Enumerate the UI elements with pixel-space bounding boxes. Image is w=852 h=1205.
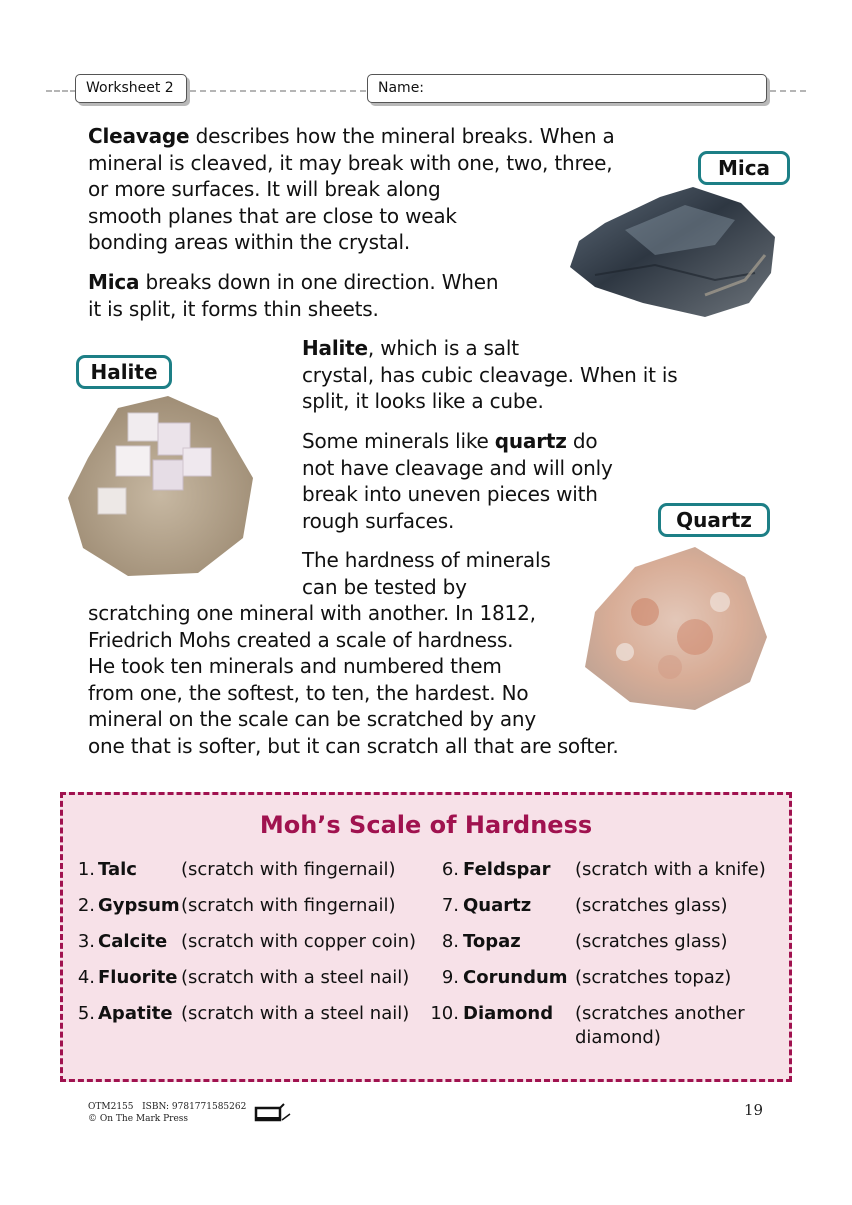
footer-code: OTM2155 [88,1102,134,1112]
halite-mineral-image [58,388,258,580]
mica-term: Mica [88,270,140,294]
scale-num-1: 1. [77,859,95,880]
footer-codes [88,1102,246,1112]
mica-label-text: Mica [717,156,771,180]
scale-desc-10: (scratches another [575,1003,745,1024]
scale-num-5: 5. [77,1003,95,1024]
scale-mineral-6: Feldspar [463,859,551,880]
cleavage-line-3: or more surfaces. It will break along [88,177,441,201]
halite-label [76,355,172,389]
hardness-line-4: Friedrich Mohs created a scale of hardness. [88,627,514,652]
scale-desc-2: (scratch with fingernail) [181,895,396,916]
quartz-line-4: rough surfaces. [302,508,455,533]
mica-line-1: breaks down in one direction. When [139,270,499,294]
scale-desc-7: (scratches glass) [575,895,728,916]
quartz-label [658,503,770,537]
halite-line-2: crystal, has cubic cleavage. When it is [302,362,678,387]
header-dash-left [46,90,76,92]
footer-copyright: © On The Mark Press [88,1114,189,1124]
hardness-line-8: one that is softer, but it can scratch all that are softer. [88,733,619,758]
scale-num-9: 9. [441,967,459,988]
scale-num-7: 7. [441,895,459,916]
scale-num-10: 10. [430,1003,459,1024]
page-number: 19 [744,1101,764,1119]
scale-num-4: 4. [77,967,95,988]
scale-desc-10-cont: diamond) [575,1027,661,1048]
scale-num-6: 6. [441,859,459,880]
scale-desc-6: (scratch with a knife) [575,859,766,880]
halite-label-text: Halite [90,360,158,384]
hardness-line-6: from one, the softest, to ten, the hardest. No [88,680,529,705]
worksheet-label [75,74,187,103]
scale-desc-3: (scratch with copper coin) [181,931,417,952]
quartz-line-1: do [566,429,598,453]
quartz-term: quartz [494,429,567,453]
header-dash-middle [190,90,366,92]
mica-line-2: it is split, it forms thin sheets. [88,296,379,321]
cleavage-term: Cleavage [88,124,190,148]
scale-mineral-4: Fluorite [98,967,178,988]
hardness-line-5: He took ten minerals and numbered them [88,654,502,678]
scale-desc-9: (scratches topaz) [575,967,732,988]
scale-desc-8: (scratches glass) [575,931,728,952]
cleavage-line-5: bonding areas within the crystal. [88,230,411,254]
scale-desc-4: (scratch with a steel nail) [181,967,410,988]
header-dash-right [770,90,806,92]
name-field[interactable] [367,74,767,103]
quartz-label-text: Quartz [676,508,752,532]
quartz-line-pre: Some minerals like [302,429,495,453]
hardness-scale-box [60,792,792,1082]
cleavage-line-1: describes how the mineral breaks. When a [189,124,615,148]
scale-mineral-10: Diamond [463,1003,554,1024]
publisher-logo-icon [254,1102,294,1124]
hardness-line-3: scratching one mineral with another. In 1812, [88,601,536,625]
quartz-line-2: not have cleavage and will only [302,455,613,480]
quartz-line-3: break into uneven pieces with [302,482,598,506]
worksheet-text: Worksheet 2 [86,80,174,96]
scale-mineral-7: Quartz [463,895,532,916]
scale-mineral-1: Talc [98,859,137,880]
scale-mineral-9: Corundum [463,967,568,988]
scale-mineral-3: Calcite [98,931,168,952]
scale-mineral-8: Topaz [463,931,521,952]
quartz-mineral-image [575,542,770,717]
cleavage-line-2: mineral is cleaved, it may break with one, two, three, [88,150,613,175]
halite-term: Halite [302,336,368,360]
scale-desc-1: (scratch with fingernail) [181,859,396,880]
halite-line-1: , which is a salt [367,336,519,360]
mica-label [698,151,790,185]
hardness-line-2: can be tested by [302,574,467,599]
scale-num-8: 8. [441,931,459,952]
hardness-line-1: The hardness of minerals [302,548,551,572]
scale-title: Moh’s Scale of Hardness [259,811,593,839]
scale-num-3: 3. [77,931,95,952]
hardness-line-7: mineral on the scale can be scratched by any [88,707,537,731]
scale-num-2: 2. [77,895,95,916]
scale-mineral-2: Gypsum [98,895,180,916]
scale-desc-5: (scratch with a steel nail) [181,1003,410,1024]
halite-line-3: split, it looks like a cube. [302,389,544,413]
mica-mineral-image [565,185,780,325]
cleavage-line-4: smooth planes that are close to weak [88,203,457,228]
footer-isbn: ISBN: 9781771585262 [142,1102,247,1112]
name-label: Name: [378,80,425,96]
scale-mineral-5: Apatite [98,1003,173,1024]
